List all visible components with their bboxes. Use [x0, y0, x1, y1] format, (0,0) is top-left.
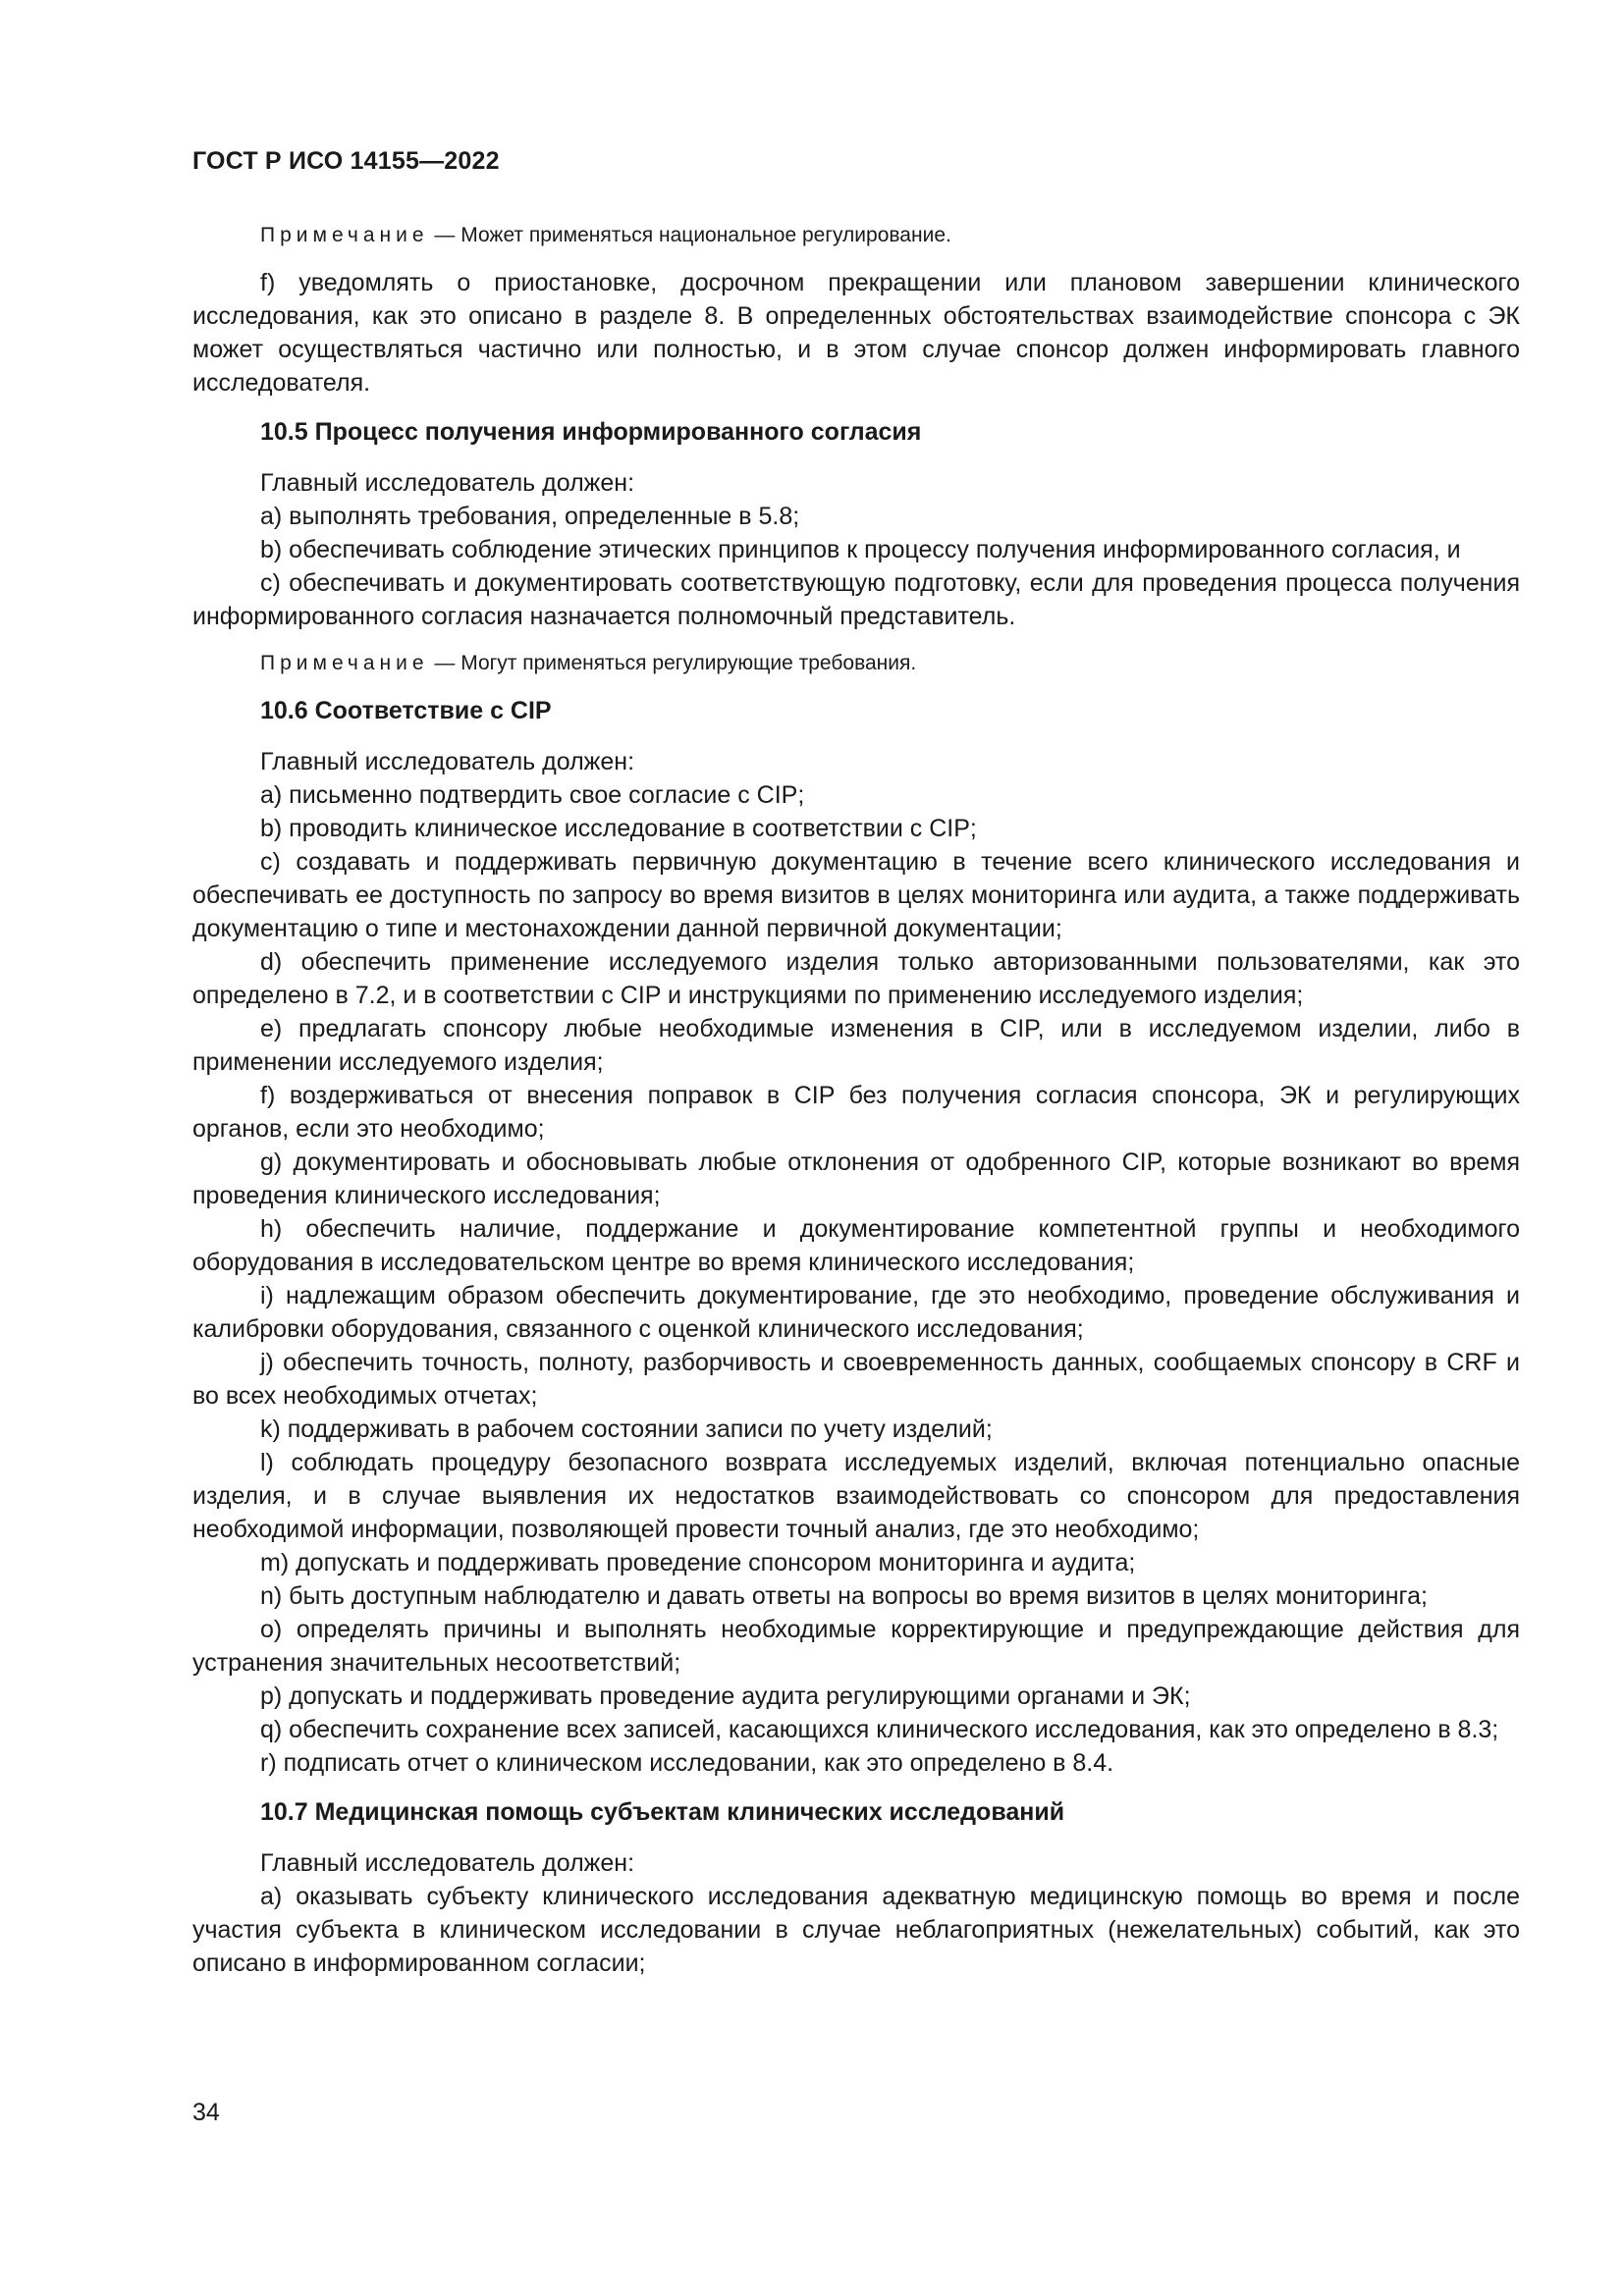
note-label: Примечание: [260, 224, 429, 246]
list-item: a) письменно подтвердить свое согласие с CIP;: [260, 781, 805, 809]
list-item: e) предлагать спонсору любые необходимые изменения в CIP, или в исследуемом изделии, либо в применении исследуемого изделия;: [192, 1015, 1520, 1076]
page-number: 34: [192, 2099, 220, 2126]
list-item: h) обеспечить наличие, поддержание и документирование компетентной группы и необходимого оборудования в исследовательском центре во время клинического исследования;: [192, 1215, 1520, 1276]
note-regulatory-requirements: [192, 649, 1520, 678]
standard-header: ГОСТ Р ИСО 14155—2022: [192, 147, 500, 175]
list-item: c) создавать и поддерживать первичную документацию в течение всего клинического исследования и обеспечивать ее доступность по запросу во время визитов в целях мониторинга или аудита, а также поддерживать документацию о типе и местонахождении данной первичной документации;: [192, 848, 1520, 942]
note-text: — Могут применяться регулирующие требования.: [428, 652, 917, 674]
note-national-regulation: [192, 221, 1520, 250]
list-item: n) быть доступным наблюдателю и давать ответы на вопросы во время визитов в целях мониторинга;: [260, 1582, 1428, 1610]
item-f-notify: f) уведомлять о приостановке, досрочном прекращении или плановом завершении клинического исследования, как это описано в разделе 8. В определенных обстоятельствах взаимодействие спонсора с ЭК может осуществляться частично или полностью, и в этом случае спонсор должен информировать главного исследователя.: [192, 269, 1520, 397]
list-item: a) оказывать субъекту клинического исследования адекватную медицинскую помощь во время и после участия субъекта в клиническом исследовании в случае неблагоприятных (нежелательных) событий, как это описано в информированном согласии;: [192, 1883, 1520, 1977]
section-10-6-intro: Главный исследователь должен:: [260, 748, 635, 775]
list-item: o) определять причины и выполнять необходимые корректирующие и предупреждающие действия для устранения значительных несоответствий;: [192, 1616, 1520, 1677]
section-10-5-intro: Главный исследователь должен:: [260, 469, 635, 497]
list-item: g) документировать и обосновывать любые отклонения от одобренного CIP, которые возникают во время проведения клинического исследования;: [192, 1148, 1520, 1209]
list-item: f) воздерживаться от внесения поправок в CIP без получения согласия спонсора, ЭК и регулирующих органов, если это необходимо;: [192, 1082, 1520, 1143]
section-10-7-intro: Главный исследователь должен:: [260, 1849, 635, 1877]
list-item: i) надлежащим образом обеспечить документирование, где это необходимо, проведение обслуживания и калибровки оборудования, связанного с оценкой клинического исследования;: [192, 1282, 1520, 1343]
list-item: l) соблюдать процедуру безопасного возврата исследуемых изделий, включая потенциально опасные изделия, и в случае выявления их недостатков взаимодействовать со спонсором для предоставления необходимой информации, позволяющей провести точный анализ, где это необходимо;: [192, 1449, 1520, 1543]
page-content: [192, 221, 1520, 1980]
list-item: m) допускать и поддерживать проведение спонсором мониторинга и аудита;: [260, 1549, 1136, 1576]
list-item: q) обеспечить сохранение всех записей, касающихся клинического исследования, как это определено в 8.3;: [260, 1716, 1499, 1743]
list-item: k) поддерживать в рабочем состоянии записи по учету изделий;: [260, 1415, 993, 1443]
list-item: p) допускать и поддерживать проведение аудита регулирующими органами и ЭК;: [260, 1682, 1191, 1710]
note-text: — Может применяться национальное регулирование.: [428, 224, 951, 246]
list-item: j) обеспечить точность, полноту, разборчивость и своевременность данных, сообщаемых спонсору в CRF и во всех необходимых отчетах;: [192, 1349, 1520, 1410]
list-item: b) проводить клиническое исследование в соответствии с CIP;: [260, 815, 977, 842]
section-10-7-title: 10.7 Медицинская помощь субъектам клинических исследований: [260, 1798, 1065, 1826]
list-item: a) выполнять требования, определенные в 5.8;: [260, 503, 800, 530]
note-label: Примечание: [260, 652, 429, 674]
list-item: b) обеспечивать соблюдение этических принципов к процессу получения информированного согласия, и: [260, 536, 1461, 563]
list-item: d) обеспечить применение исследуемого изделия только авторизованными пользователями, как это определено в 7.2, и в соответствии с CIP и инструкциями по применению исследуемого изделия;: [192, 948, 1520, 1009]
section-10-5-title: 10.5 Процесс получения информированного согласия: [260, 418, 922, 446]
list-item: c) обеспечивать и документировать соответствующую подготовку, если для проведения процесса получения информированного согласия назначается полномочный представитель.: [192, 569, 1520, 630]
section-10-6-title: 10.6 Соответствие с CIP: [260, 697, 552, 724]
list-item: r) подписать отчет о клиническом исследовании, как это определено в 8.4.: [260, 1749, 1114, 1777]
